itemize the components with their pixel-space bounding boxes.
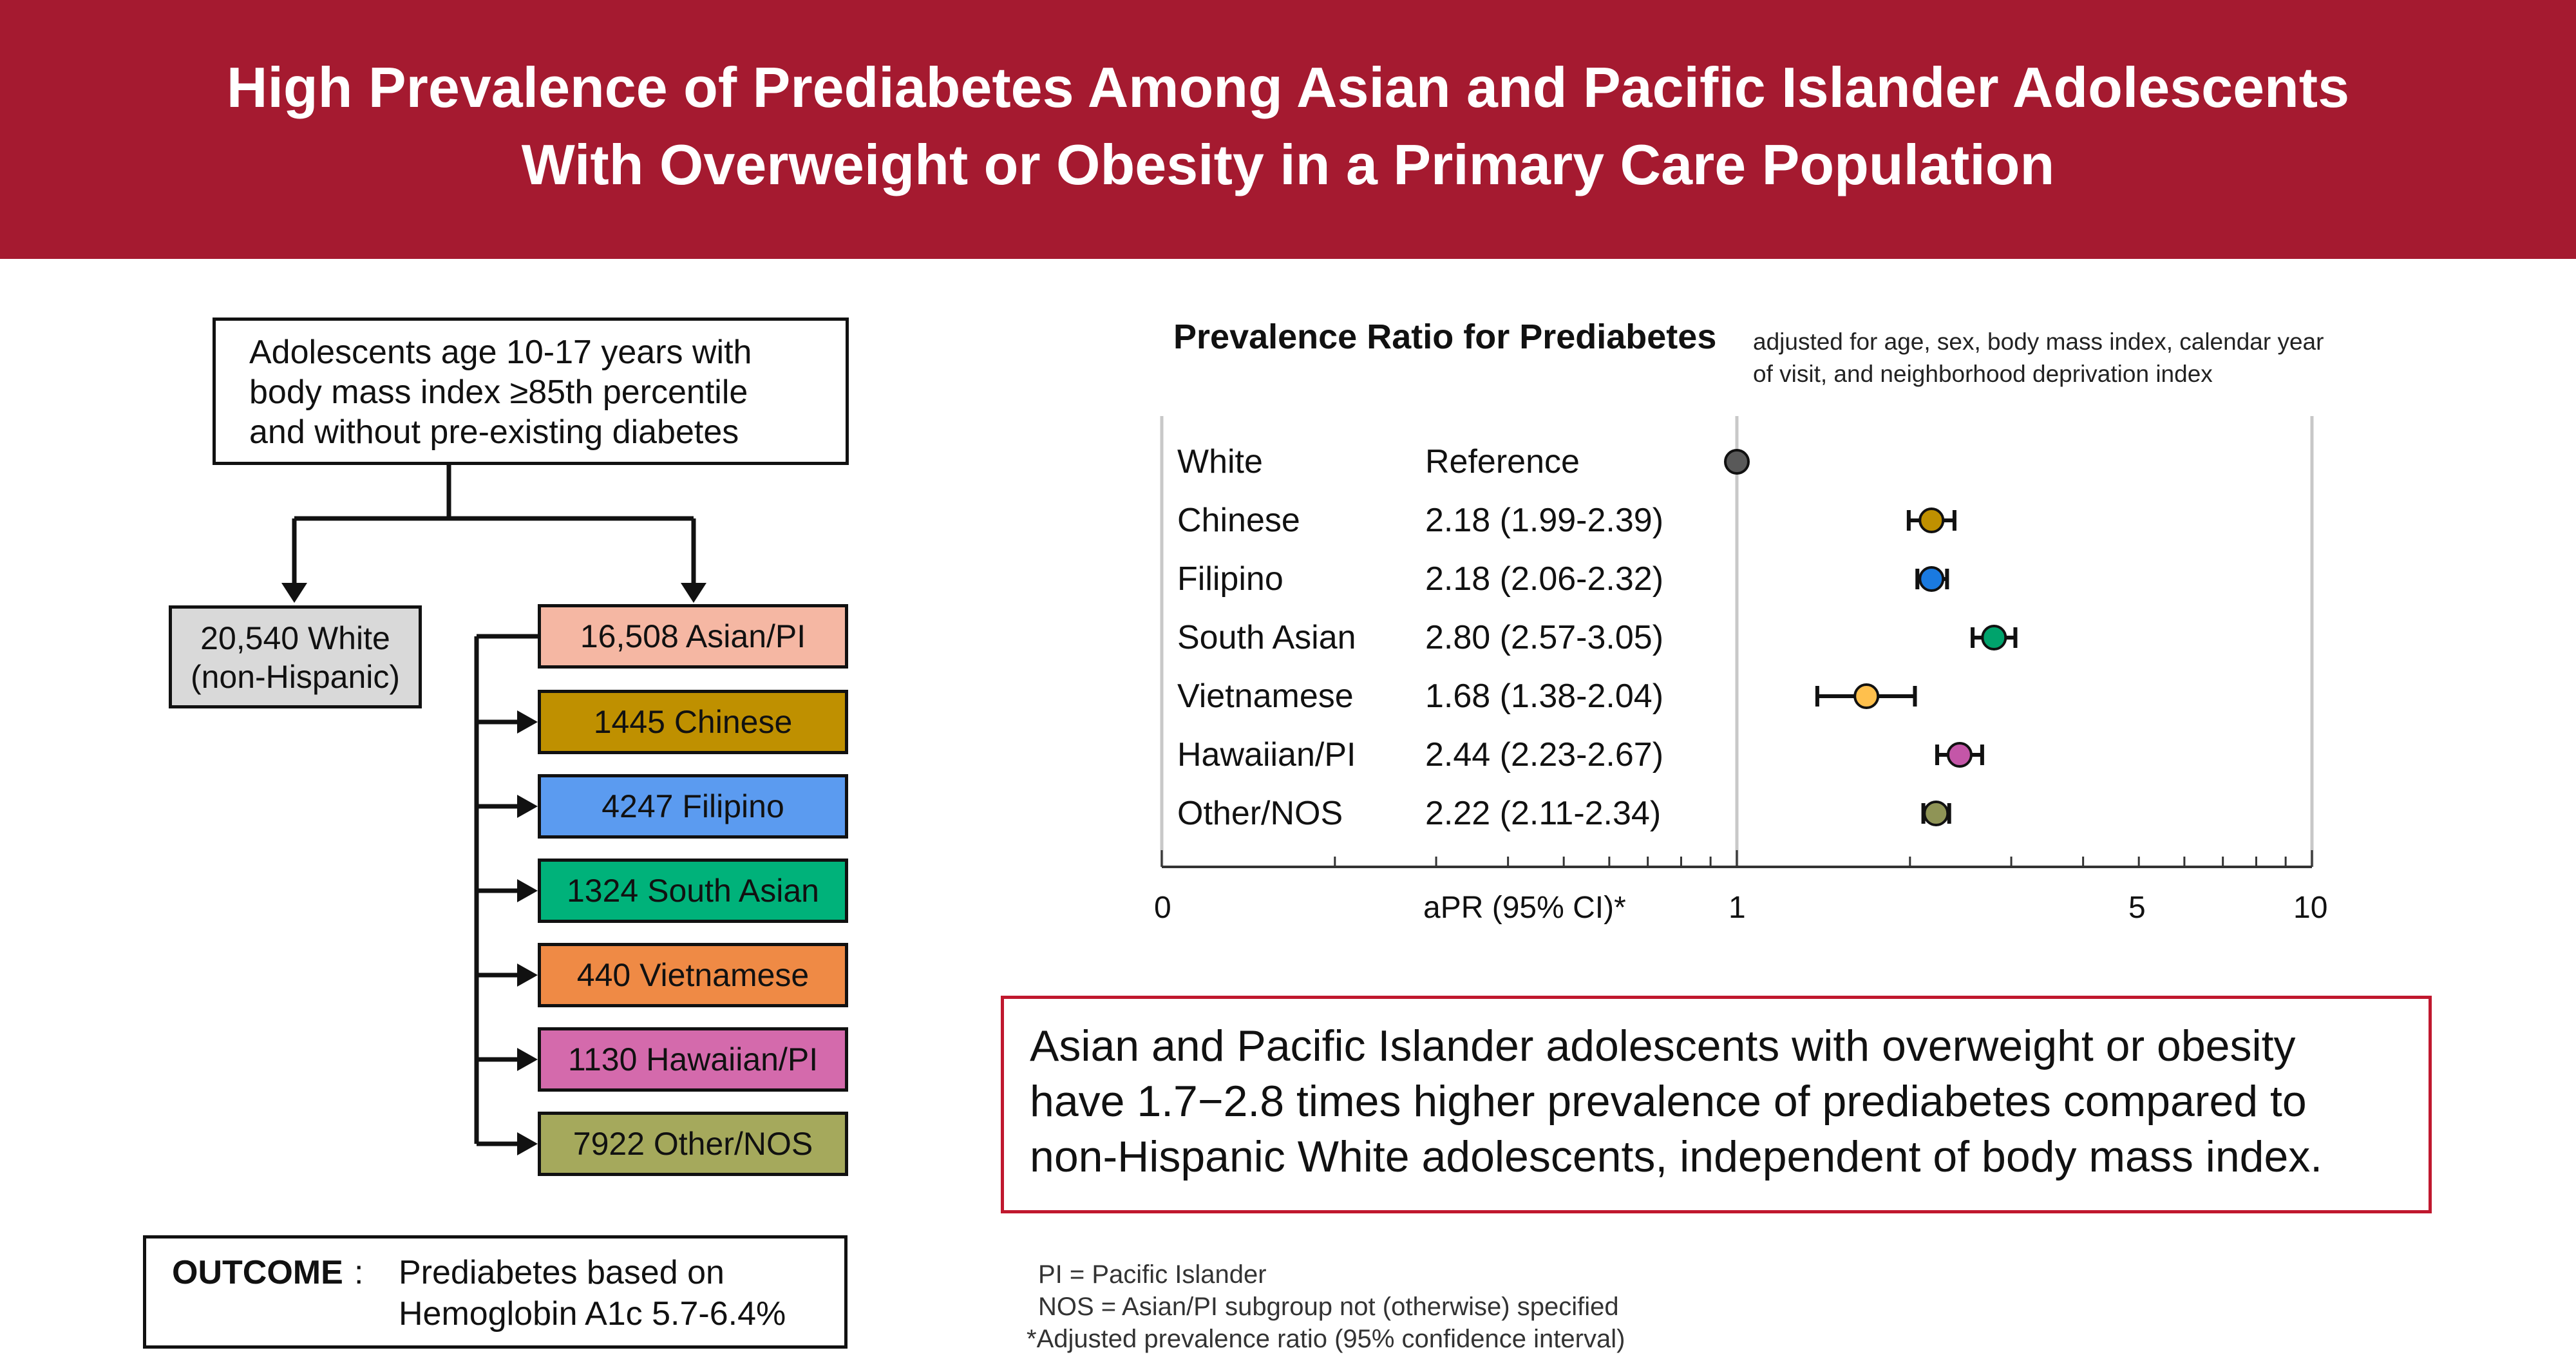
point-vietnamese bbox=[1855, 685, 1878, 708]
summary-line-1: Asian and Pacific Islander adolescents with overweight or obesity bbox=[1030, 1021, 2296, 1070]
summary-line-3: non-Hispanic White adolescents, independent of body mass index. bbox=[1030, 1132, 2323, 1181]
row-value-vietnamese: 1.68 (1.38-2.04) bbox=[1425, 678, 1664, 715]
white-count: 20,540 White bbox=[200, 620, 390, 656]
subgroup-label: 4247 Filipino bbox=[601, 788, 784, 824]
point-south-asian bbox=[1982, 626, 2005, 649]
subgroup-label: 1130 Hawaiian/PI bbox=[567, 1041, 819, 1077]
row-label-chinese: Chinese bbox=[1177, 502, 1300, 539]
row-label-white: White bbox=[1177, 443, 1263, 480]
point-hawaiian-pi bbox=[1948, 743, 1971, 766]
summary-line-2: have 1.7−2.8 times higher prevalence of prediabetes compared to bbox=[1030, 1077, 2307, 1126]
subgroup-label: 440 Vietnamese bbox=[576, 957, 810, 993]
title-line-2: With Overweight or Obesity in a Primary Care Population bbox=[521, 133, 2055, 196]
population-line-1: Adolescents age 10-17 years with bbox=[249, 334, 752, 371]
population-line-2: body mass index ≥85th percentile bbox=[249, 374, 748, 411]
row-value-hawaiian-pi: 2.44 (2.23-2.67) bbox=[1425, 736, 1664, 773]
outcome-line-1: Prediabetes based on bbox=[399, 1254, 724, 1291]
footnote-pi: PI = Pacific Islander bbox=[1038, 1260, 1267, 1289]
summary-box bbox=[1001, 996, 2432, 1213]
tick-label-0: 0 bbox=[1154, 891, 1171, 925]
subgroup-label: 7922 Other/NOS bbox=[573, 1126, 813, 1162]
forest-adjustment-note: adjusted for age, sex, body mass index, calendar year of visit, and neighborhood deprivation index bbox=[1753, 328, 2324, 387]
outcome-label: OUTCOME bbox=[172, 1254, 343, 1291]
white-qualifier: (non-Hispanic) bbox=[190, 659, 401, 695]
point-other-nos bbox=[1924, 802, 1947, 825]
footnote-nos: NOS = Asian/PI subgroup not (otherwise) specified bbox=[1038, 1293, 1619, 1321]
row-value-white: Reference bbox=[1425, 443, 1580, 480]
row-value-filipino: 2.18 (2.06-2.32) bbox=[1425, 560, 1664, 598]
tick-label-10: 10 bbox=[2293, 891, 2328, 925]
x-axis-label: aPR (95% CI)* bbox=[1423, 891, 1626, 925]
footnote-apr: *Adjusted prevalence ratio (95% confidence interval) bbox=[1027, 1325, 1625, 1353]
row-label-vietnamese: Vietnamese bbox=[1177, 678, 1354, 715]
tick-label-1: 1 bbox=[1728, 891, 1746, 925]
population-line-3: and without pre-existing diabetes bbox=[249, 413, 739, 451]
point-white bbox=[1725, 450, 1748, 473]
row-value-other-nos: 2.22 (2.11-2.34) bbox=[1425, 795, 1662, 832]
subgroup-label: 1324 South Asian bbox=[567, 873, 819, 909]
point-filipino bbox=[1920, 567, 1943, 591]
row-label-hawaiian-pi: Hawaiian/PI bbox=[1177, 736, 1356, 773]
title-line-1: High Prevalence of Prediabetes Among Asian and Pacific Islander Adolescents bbox=[226, 55, 2350, 119]
row-label-filipino: Filipino bbox=[1177, 560, 1283, 598]
subgroup-label: 1445 Chinese bbox=[593, 704, 793, 740]
row-value-chinese: 2.18 (1.99-2.39) bbox=[1425, 502, 1664, 539]
tick-label-5: 5 bbox=[2128, 891, 2146, 925]
asian-pi-count: 16,508 Asian/PI bbox=[580, 618, 806, 654]
outcome-colon: : bbox=[354, 1254, 364, 1291]
point-chinese bbox=[1920, 509, 1943, 532]
row-label-other-nos: Other/NOS bbox=[1177, 795, 1343, 832]
row-value-south-asian: 2.80 (2.57-3.05) bbox=[1425, 619, 1664, 656]
row-label-south-asian: South Asian bbox=[1177, 619, 1356, 656]
outcome-line-2: Hemoglobin A1c 5.7-6.4% bbox=[399, 1295, 786, 1333]
forest-title: Prevalence Ratio for Prediabetes bbox=[1173, 318, 1717, 356]
